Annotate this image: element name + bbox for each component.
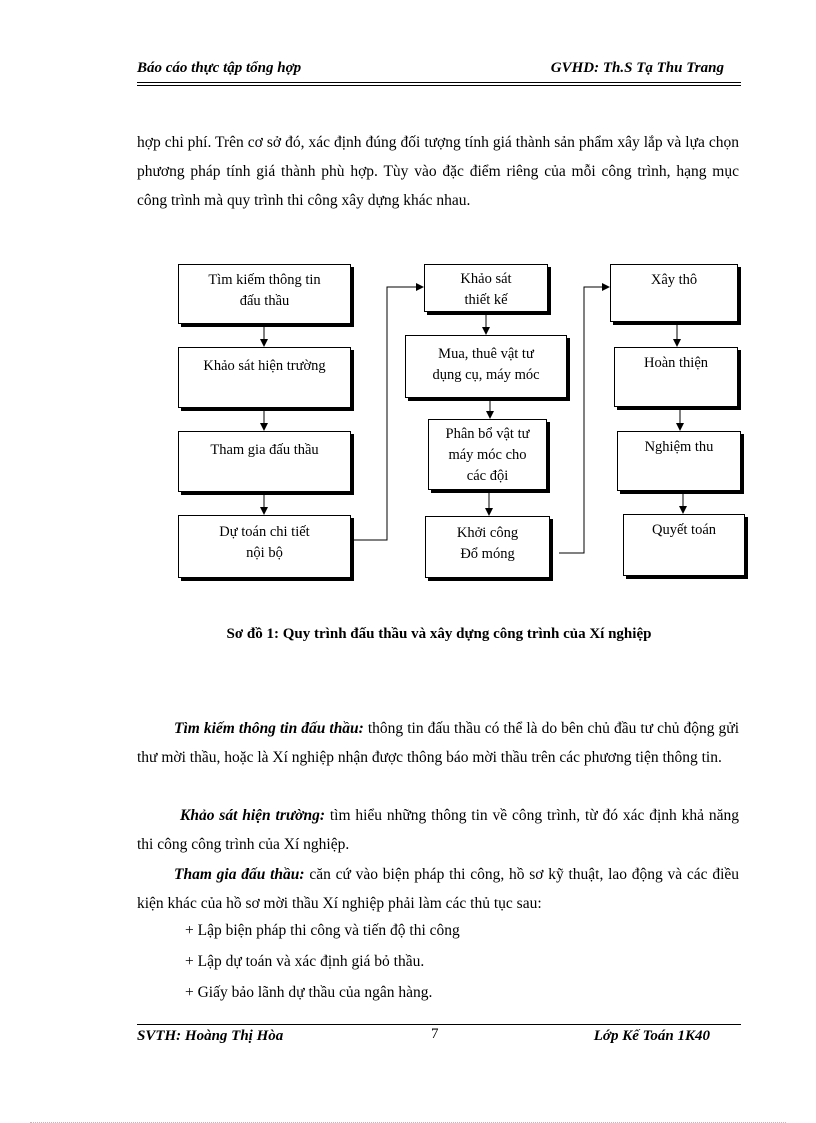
box-line: Phân bổ vật tư: [445, 426, 530, 442]
box-line: các đội: [466, 468, 509, 484]
bullet-item: + Giấy bảo lãnh dự thầu của ngân hàng.: [185, 984, 433, 1001]
intro-paragraph: hợp chi phí. Trên cơ sở đó, xác định đúng đối tượng tính giá thành sản phẩm xây lắp và lựa chọn phương pháp tính giá thành phù hợp. Tùy vào đặc điểm riêng của mỗi công trình, hạng mục công trình mà quy trình thi công xây dựng khác nhau.: [137, 134, 739, 209]
footer-right: Lớp Kế Toán 1K40: [593, 1028, 710, 1044]
box-nghiem-thu: [617, 431, 741, 491]
box-line: Khởi công: [456, 525, 519, 541]
box-quyet-toan: [623, 514, 745, 576]
section-tham-gia: [137, 860, 739, 918]
section-label: Khảo sát hiện trường:: [180, 807, 325, 824]
box-mua-thue-vat-tu: [405, 335, 567, 398]
box-xay-tho: [610, 264, 738, 322]
diagram-caption: Sơ đồ 1: Quy trình đấu thầu và xây dựng công trình của Xí nghiệp: [226, 626, 652, 642]
header-right: GVHD: Th.S Tạ Thu Trang: [550, 60, 724, 76]
box-tham-gia-dau-thau: [178, 431, 351, 492]
box-khao-sat-thiet-ke: [424, 264, 548, 312]
section-khao-sat: [137, 801, 739, 859]
box-hoan-thien: [614, 347, 738, 407]
footer-left: SVTH: Hoàng Thị Hòa: [137, 1028, 284, 1044]
box-khao-sat-hien-truong: [178, 347, 351, 408]
page-number: 7: [431, 1026, 439, 1042]
box-line: nội bộ: [246, 545, 283, 561]
box-du-toan: [178, 515, 351, 578]
section-text: căn cứ vào biện pháp thi công, hồ sơ kỹ thuật, lao động và các điều kiện khác của hồ sơ mời thầu Xí nghiệp phải làm các thủ tục sau:: [137, 866, 740, 912]
section-text: tìm hiểu những thông tin về công trình, từ đó xác định khả năng thi công công trình của Xí nghiệp.: [137, 807, 739, 853]
header-left: Báo cáo thực tập tổng hợp: [137, 60, 302, 76]
box-line: Khảo sát: [460, 271, 512, 287]
section-tim-kiem: [137, 714, 739, 772]
box-line: Xây thô: [650, 272, 698, 288]
box-tim-kiem: [178, 264, 351, 324]
box-khoi-cong: [425, 516, 550, 578]
box-line: Tìm kiếm thông tin: [208, 272, 321, 288]
box-line: đấu thầu: [239, 293, 290, 309]
box-phan-bo-vat-tu: [428, 419, 547, 490]
bullet-item: + Lập dự toán và xác định giá bỏ thầu.: [185, 953, 425, 970]
box-line: máy móc cho: [448, 447, 527, 463]
section-text: thông tin đấu thầu có thể là do bên chủ đầu tư chủ động gửi thư mời thầu, hoặc là Xí nghiệp nhận được thông báo mời thầu trên các phương tiện thông tin.: [137, 720, 739, 766]
section-label: Tham gia đấu thầu:: [174, 866, 305, 883]
box-line: Tham gia đấu thầu: [210, 442, 319, 458]
section-label: Tìm kiếm thông tin đấu thầu:: [174, 720, 364, 737]
box-line: Nghiệm thu: [644, 439, 714, 455]
box-line: Mua, thuê vật tư: [438, 346, 534, 362]
box-line: Dự toán chi tiết: [219, 524, 310, 540]
box-line: thiết kế: [464, 292, 508, 308]
box-line: Khảo sát hiện trường: [203, 358, 326, 374]
bullet-item: + Lập biện pháp thi công và tiến độ thi công: [185, 922, 460, 939]
box-line: Hoàn thiện: [643, 355, 709, 371]
footer-rule: [137, 1024, 741, 1025]
box-line: Quyết toán: [651, 522, 717, 538]
box-line: Đổ móng: [460, 546, 515, 562]
box-line: dụng cụ, máy móc: [432, 367, 540, 383]
